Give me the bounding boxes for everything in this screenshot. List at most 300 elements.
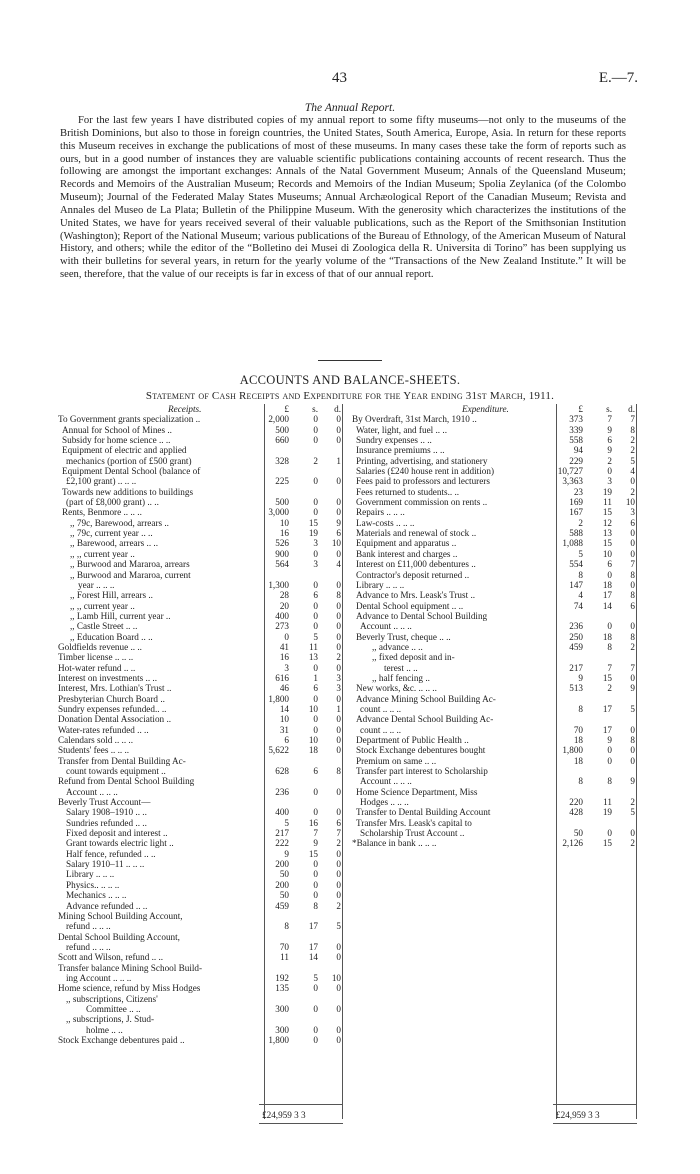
ledger-description: Dental School equipment .. .. <box>356 600 464 611</box>
ledger-row <box>58 942 342 952</box>
ledger-row <box>58 621 342 631</box>
amount-shillings: 9 <box>607 735 612 745</box>
ledger-description: Dental School Building Account, <box>58 931 180 942</box>
ledger-description: count .. .. .. <box>360 724 402 735</box>
amount-pence: 0 <box>630 528 635 539</box>
ledger-row <box>58 528 342 538</box>
amount-pounds: 3,000 <box>268 507 289 518</box>
column-rule <box>342 404 343 1119</box>
amount-pence: 0 <box>336 621 341 632</box>
amount-shillings: 14 <box>602 600 612 611</box>
column-rule <box>556 404 557 1119</box>
ledger-row <box>58 776 342 786</box>
ledger-row <box>58 445 342 455</box>
ledger-description: Advance refunded .. .. <box>66 900 148 911</box>
amount-shillings: 8 <box>607 641 612 652</box>
ledger-description: £2,100 grant) .. .. .. <box>66 476 137 487</box>
ledger-row <box>352 632 636 642</box>
amount-pence: 6 <box>336 528 341 539</box>
ledger-row <box>352 828 636 838</box>
amount-pence: 1 <box>336 455 341 466</box>
amount-pounds: 3 <box>284 662 289 673</box>
ledger-row <box>352 590 636 600</box>
amount-shillings: 18 <box>602 579 612 590</box>
ledger-description: Hodges .. .. .. <box>360 797 409 808</box>
ledger-row <box>58 1035 342 1045</box>
amount-pounds: 8 <box>578 703 583 714</box>
amount-shillings: 0 <box>313 859 318 870</box>
ledger-row <box>58 714 342 724</box>
ledger-row <box>352 621 636 631</box>
amount-pence: 0 <box>336 807 341 818</box>
amount-shillings: 0 <box>313 1003 318 1014</box>
ledger-description: ,, ,, current year .. <box>70 600 135 611</box>
amount-pounds: 513 <box>569 683 583 694</box>
amount-pounds: 14 <box>279 703 289 714</box>
ledger-row <box>352 652 636 662</box>
ledger-description: Equipment and apparatus .. <box>356 538 457 549</box>
total-rule <box>553 1104 637 1105</box>
ledger-description: ,, half fencing .. <box>372 672 430 683</box>
amount-shillings: 16 <box>308 817 318 828</box>
amount-pence: 8 <box>630 631 635 642</box>
ledger-description: mechanics (portion of £500 grant) <box>66 455 192 466</box>
amount-pence: 0 <box>336 662 341 673</box>
ledger-description: ,, Education Board .. .. <box>70 631 153 642</box>
amount-pounds: 526 <box>275 538 289 549</box>
ledger-description: Sundry expenses refunded.. .. <box>58 703 167 714</box>
ledger-description: Home science, refund by Miss Hodges <box>58 983 201 994</box>
amount-pounds: 8 <box>284 921 289 932</box>
amount-pence: 2 <box>630 641 635 652</box>
amount-shillings: 0 <box>313 435 318 446</box>
amount-pounds: 5,622 <box>268 745 289 756</box>
amount-pounds: 1,300 <box>268 579 289 590</box>
ledger-row <box>58 1004 342 1014</box>
ledger-description: Beverly Trust Account— <box>58 797 151 808</box>
amount-pence: 10 <box>331 972 341 983</box>
ledger-description: Interest on £11,000 debentures .. <box>356 559 476 570</box>
column-rule <box>636 404 637 1119</box>
ledger-row <box>58 466 342 476</box>
amount-pence: 7 <box>630 662 635 673</box>
amount-shillings: 0 <box>313 879 318 890</box>
amount-shillings: 15 <box>308 848 318 859</box>
ledger-description: refund .. .. .. <box>66 921 111 932</box>
ledger-description: Interest, Mrs. Lothian's Trust .. <box>58 683 172 694</box>
amount-shillings: 19 <box>602 807 612 818</box>
amount-pounds: 18 <box>573 755 583 766</box>
ledger-row <box>352 776 636 786</box>
ledger-description: Advance to Mrs. Leask's Trust .. <box>356 590 476 601</box>
amount-pounds: 225 <box>275 476 289 487</box>
ledger-description: Account .. .. .. <box>360 776 412 787</box>
amount-pounds: 5 <box>284 817 289 828</box>
amount-pounds: 31 <box>279 724 289 735</box>
amount-pence: 7 <box>630 559 635 570</box>
ledger-description: *Balance in bank .. .. .. <box>352 838 437 849</box>
ledger-row <box>58 890 342 900</box>
ledger-row <box>352 528 636 538</box>
ledger-row <box>352 704 636 714</box>
ledger-row <box>58 952 342 962</box>
ledger-row <box>352 673 636 683</box>
ledger-row <box>352 797 636 807</box>
amount-shillings: 0 <box>313 414 318 425</box>
amount-pence: 0 <box>336 1003 341 1014</box>
amount-pence: 0 <box>336 424 341 435</box>
amount-pounds: 192 <box>275 972 289 983</box>
amount-pence: 9 <box>336 517 341 528</box>
amount-pounds: 2,000 <box>268 414 289 425</box>
ledger-description: ,, subscriptions, Citizens' <box>66 993 158 1004</box>
ledger-description: Premium on same .. .. <box>356 755 437 766</box>
amount-shillings: 0 <box>313 662 318 673</box>
amount-pence: 0 <box>336 641 341 652</box>
ledger-description: Government commission on rents .. <box>356 497 488 508</box>
ledger-description: Scott and Wilson, refund .. .. <box>58 952 164 963</box>
amount-shillings: 1 <box>313 672 318 683</box>
amount-pence: 0 <box>336 941 341 952</box>
amount-shillings: 0 <box>313 600 318 611</box>
column-header-row <box>58 404 342 414</box>
ledger-row <box>352 787 636 797</box>
amount-shillings: 14 <box>308 952 318 963</box>
ledger-description: Scholarship Trust Account .. <box>360 828 465 839</box>
ledger-row <box>58 901 342 911</box>
amount-pounds: 500 <box>275 424 289 435</box>
ledger-row <box>352 507 636 517</box>
ledger-description: Towards new additions to buildings <box>62 486 194 497</box>
ledger-row <box>352 518 636 528</box>
ledger-row <box>58 487 342 497</box>
ledger-row <box>58 590 342 600</box>
ledger-description: ,, Burwood and Mararoa, current <box>70 569 191 580</box>
amount-pounds: 50 <box>279 890 289 901</box>
ledger-row <box>58 818 342 828</box>
ledger-description: holme .. .. <box>86 1024 123 1035</box>
ledger-row <box>58 745 342 755</box>
amount-pence: 6 <box>630 600 635 611</box>
total-rule <box>259 1104 343 1105</box>
amount-pence: 0 <box>336 1034 341 1045</box>
ledger-row <box>352 549 636 559</box>
amount-shillings: 7 <box>313 828 318 839</box>
amount-pence: 0 <box>336 869 341 880</box>
total-rule <box>553 1123 637 1124</box>
amount-pence: 5 <box>630 703 635 714</box>
amount-pounds: 18 <box>573 735 583 745</box>
ledger-row <box>352 756 636 766</box>
ledger-row <box>352 838 636 848</box>
amount-shillings: 15 <box>602 672 612 683</box>
ledger-row <box>58 456 342 466</box>
amount-shillings: 6 <box>607 559 612 570</box>
amount-pence: 0 <box>336 693 341 704</box>
ledger-row <box>352 714 636 724</box>
ledger-description: Stock Exchange debentures bought <box>356 745 486 756</box>
amount-shillings: 10 <box>602 548 612 559</box>
ledger-row <box>58 880 342 890</box>
ledger-description: Water, light, and fuel .. .. <box>356 424 447 435</box>
ledger-row <box>352 735 636 745</box>
ledger-row <box>58 849 342 859</box>
ledger-row <box>352 414 636 424</box>
amount-shillings: 0 <box>313 1024 318 1035</box>
amount-pounds: 28 <box>279 590 289 601</box>
amount-shillings: 3 <box>313 538 318 549</box>
amount-shillings: 0 <box>313 1034 318 1045</box>
ledger-description: ,, ,, current year .. <box>70 548 135 559</box>
ledger-description: Fixed deposit and interest .. <box>66 828 168 839</box>
ledger-description: count .. .. .. <box>360 703 402 714</box>
ledger-description: Grant towards electric light .. <box>66 838 174 849</box>
ledger-row <box>58 973 342 983</box>
amount-pence: 0 <box>630 828 635 839</box>
amount-shillings: 10 <box>308 735 318 745</box>
ledger-description: Salary 1910–11 .. .. .. <box>66 859 145 870</box>
ledger-row <box>58 497 342 507</box>
ledger-description: Library .. .. .. <box>66 869 115 880</box>
amount-pence: 0 <box>336 610 341 621</box>
amount-shillings: 7 <box>607 414 612 425</box>
amount-pence: 5 <box>336 921 341 932</box>
amount-pounds: 1,088 <box>562 538 583 549</box>
ledger-row <box>58 518 342 528</box>
amount-pounds: 5 <box>578 548 583 559</box>
ledger-description: Subsidy for home science .. .. <box>62 435 171 446</box>
amount-shillings: 19 <box>602 486 612 497</box>
amount-pence: 4 <box>336 559 341 570</box>
amount-pence: 8 <box>630 424 635 435</box>
amount-pence: 1 <box>336 703 341 714</box>
amount-pence: 0 <box>336 435 341 446</box>
amount-pence: 7 <box>336 828 341 839</box>
ledger-description: Physics.. .. .. .. <box>66 879 120 890</box>
ledger-description: Mining School Building Account, <box>58 910 183 921</box>
amount-pence: 0 <box>630 672 635 683</box>
amount-shillings: 0 <box>313 786 318 797</box>
amount-shillings: 9 <box>607 424 612 435</box>
ledger-row <box>352 725 636 735</box>
amount-pounds: 229 <box>569 455 583 466</box>
amount-pence: 0 <box>630 476 635 487</box>
amount-shillings: 0 <box>313 693 318 704</box>
amount-pence: 7 <box>630 414 635 425</box>
ledger-row <box>58 611 342 621</box>
currency-header: £ <box>578 404 583 414</box>
amount-pence: 0 <box>336 414 341 425</box>
ledger-row <box>58 580 342 590</box>
column-header-row <box>352 404 636 414</box>
amount-pence: 3 <box>336 672 341 683</box>
ledger-description: ,, Barewood, arrears .. .. <box>70 538 159 549</box>
ledger-row <box>352 570 636 580</box>
amount-pounds: 9 <box>578 672 583 683</box>
ledger-description: Presbyterian Church Board .. <box>58 693 165 704</box>
expenditure-total: £24,959 3 3 <box>556 1110 600 1120</box>
amount-shillings: 9 <box>607 445 612 456</box>
amount-pounds: 16 <box>279 652 289 663</box>
amount-pence: 8 <box>336 766 341 777</box>
ledger-description: Library .. .. .. <box>356 579 405 590</box>
ledger-row <box>58 787 342 797</box>
amount-pounds: 459 <box>569 641 583 652</box>
ledger-row <box>58 632 342 642</box>
ledger-description: Mechanics .. .. .. <box>66 890 127 901</box>
amount-pounds: 300 <box>275 1003 289 1014</box>
amount-pounds: 167 <box>569 507 583 518</box>
amount-pounds: 74 <box>573 600 583 611</box>
ledger-description: To Government grants specialization .. <box>58 414 201 425</box>
ledger-description: Equipment Dental School (balance of <box>62 466 201 477</box>
amount-pounds: 9 <box>284 848 289 859</box>
ledger-row <box>58 663 342 673</box>
amount-pence: 0 <box>336 497 341 508</box>
amount-shillings: 0 <box>313 890 318 901</box>
total-rule <box>259 1123 343 1124</box>
amount-pence: 6 <box>630 517 635 528</box>
amount-pounds: 10 <box>279 517 289 528</box>
amount-pence: 2 <box>630 445 635 456</box>
amount-shillings: 0 <box>313 497 318 508</box>
ledger-description: ,, Lamb Hill, current year .. <box>70 610 171 621</box>
amount-pence: 0 <box>336 579 341 590</box>
ledger-description: Water-rates refunded .. .. <box>58 724 149 735</box>
amount-pence: 2 <box>630 435 635 446</box>
amount-pounds: 459 <box>275 900 289 911</box>
amount-pounds: 428 <box>569 807 583 818</box>
amount-shillings: 0 <box>313 714 318 725</box>
amount-pounds: 1,800 <box>268 1034 289 1045</box>
ledger-row <box>58 797 342 807</box>
ledger-row <box>58 414 342 424</box>
ledger-row <box>58 425 342 435</box>
amount-pounds: 236 <box>569 621 583 632</box>
amount-pence: 0 <box>336 1024 341 1035</box>
ledger-row <box>352 663 636 673</box>
ledger-description: Transfer balance Mining School Build- <box>58 962 203 973</box>
amount-shillings: 2 <box>607 683 612 694</box>
ledger-row <box>352 538 636 548</box>
amount-shillings: 17 <box>308 921 318 932</box>
ledger-description: refund .. .. .. <box>66 941 111 952</box>
amount-pounds: 8 <box>578 776 583 787</box>
ledger-row <box>58 601 342 611</box>
amount-pounds: 250 <box>569 631 583 642</box>
amount-pence: 10 <box>625 497 635 508</box>
amount-pounds: 1,800 <box>562 745 583 756</box>
amount-pence: 0 <box>336 548 341 559</box>
amount-pounds: 217 <box>569 662 583 673</box>
amount-shillings: 18 <box>602 631 612 642</box>
amount-shillings: 0 <box>313 610 318 621</box>
amount-pence: 0 <box>336 714 341 725</box>
amount-pence: 0 <box>630 724 635 735</box>
amount-shillings: 2 <box>607 455 612 466</box>
ledger-row <box>58 932 342 942</box>
amount-pence: 0 <box>336 848 341 859</box>
ledger-description: Donation Dental Association .. <box>58 714 172 725</box>
currency-header: £ <box>284 404 289 414</box>
amount-pounds: 400 <box>275 807 289 818</box>
amount-shillings: 0 <box>313 807 318 818</box>
amount-pence: 3 <box>630 507 635 518</box>
amount-shillings: 3 <box>607 476 612 487</box>
page-number: 43 <box>332 70 347 86</box>
ledger-row <box>352 476 636 486</box>
amount-pounds: 564 <box>275 559 289 570</box>
ledger-description: New works, &c. .. .. .. <box>356 683 437 694</box>
currency-header: s. <box>312 404 318 414</box>
amount-shillings: 0 <box>313 548 318 559</box>
amount-pence: 10 <box>331 538 341 549</box>
amount-pounds: 200 <box>275 879 289 890</box>
amount-shillings: 2 <box>313 455 318 466</box>
amount-pounds: 4 <box>578 590 583 601</box>
ledger-row <box>58 859 342 869</box>
currency-header: d. <box>334 404 341 414</box>
currency-header: d. <box>628 404 635 414</box>
ledger-row <box>58 828 342 838</box>
amount-pence: 0 <box>336 859 341 870</box>
ledger-description: Students' fees .. .. .. <box>58 745 130 756</box>
receipts-total: £24,959 3 3 <box>262 1110 306 1120</box>
amount-pence: 2 <box>630 838 635 849</box>
ledger-row <box>58 704 342 714</box>
amount-pounds: 2,126 <box>562 838 583 849</box>
amount-pounds: 2 <box>578 517 583 528</box>
amount-pounds: 558 <box>569 435 583 446</box>
ledger-row <box>352 456 636 466</box>
ledger-description: ,, subscriptions, J. Stud- <box>66 1014 155 1025</box>
amount-pounds: 50 <box>279 869 289 880</box>
amount-shillings: 0 <box>313 869 318 880</box>
amount-pence: 8 <box>630 590 635 601</box>
amount-pounds: 222 <box>275 838 289 849</box>
ledger-description: year .. .. .. <box>78 579 115 590</box>
amount-pence: 2 <box>336 900 341 911</box>
ledger-row <box>58 994 342 1004</box>
section-divider <box>318 360 382 361</box>
amount-pence: 2 <box>630 486 635 497</box>
amount-pounds: 169 <box>569 497 583 508</box>
amount-pence: 0 <box>336 735 341 745</box>
amount-pounds: 6 <box>284 735 289 745</box>
amount-pence: 0 <box>336 507 341 518</box>
amount-pounds: 328 <box>275 455 289 466</box>
ledger-description: Salaries (£240 house rent in addition) <box>356 466 495 477</box>
ledger-row <box>58 642 342 652</box>
ledger-description: Stock Exchange debentures paid .. <box>58 1034 185 1045</box>
amount-pence: 0 <box>336 631 341 642</box>
ledger-description: Beverly Trust, cheque .. .. <box>356 631 451 642</box>
amount-pence: 0 <box>336 476 341 487</box>
amount-shillings: 9 <box>313 838 318 849</box>
amount-shillings: 13 <box>602 528 612 539</box>
ledger-description: Calendars sold .. .. .. <box>58 735 134 745</box>
ledger-description: Hot-water refund .. .. <box>58 662 136 673</box>
amount-shillings: 7 <box>607 662 612 673</box>
ledger-row <box>352 766 636 776</box>
ledger-description: Transfer Mrs. Leask's capital to <box>356 817 472 828</box>
ledger-description: Annual for School of Mines .. <box>62 424 172 435</box>
ledger-row <box>352 745 636 755</box>
amount-pounds: 217 <box>275 828 289 839</box>
amount-pence: 3 <box>336 683 341 694</box>
amount-pence: 9 <box>630 776 635 787</box>
amount-shillings: 5 <box>313 972 318 983</box>
